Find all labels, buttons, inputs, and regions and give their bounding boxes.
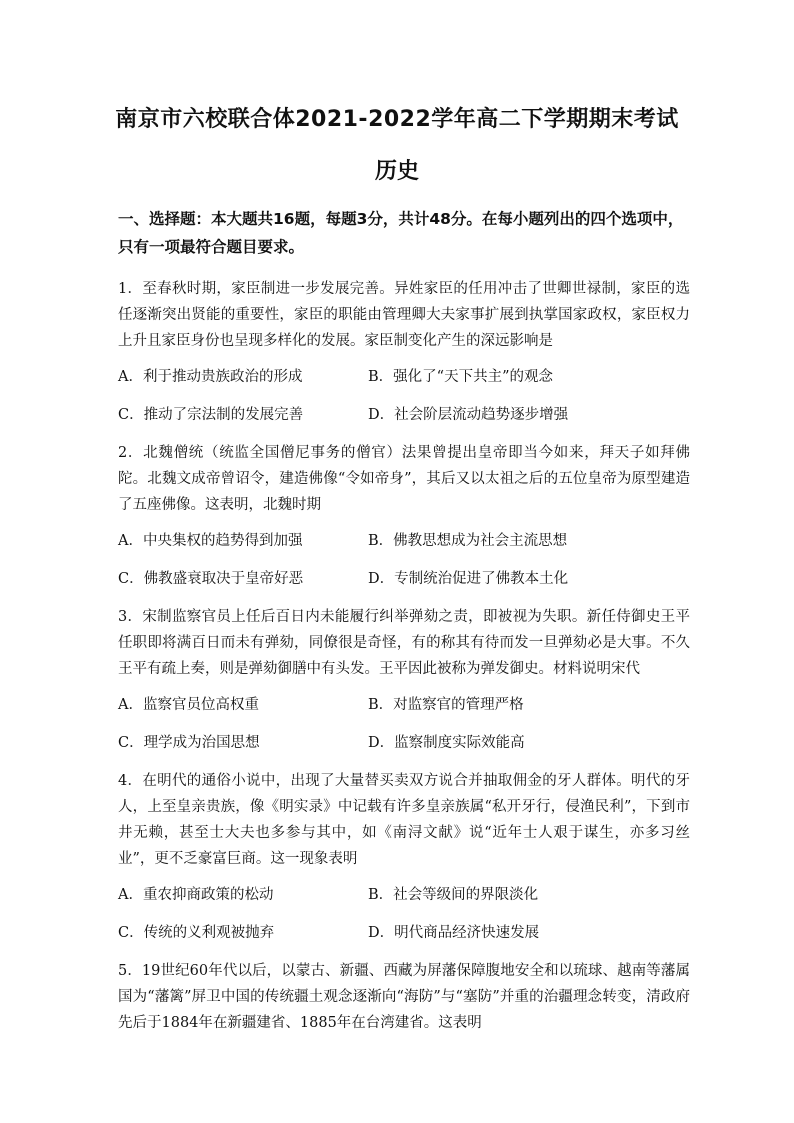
question-options (118, 528, 690, 592)
option-d: D．专制统治促进了佛教本土化 (368, 571, 569, 587)
option-a: A．中央集权的趋势得到加强 (118, 533, 303, 549)
question-stem: 3．宋制监察官员上任后百日内未能履行纠举弹劾之责，即被视为失职。新任侍御史王平任职即将满百日而未有弹劾，同僚很是奇怪，有的称其有待而发一旦弹劾必是大事。不久王平有疏上奏，则是弹劾御膳中有头发。王平因此被称为弹发御史。材料说明宋代 (118, 609, 690, 677)
option-c: C．理学成为治国思想 (118, 735, 260, 751)
option-d: D．明代商品经济快速发展 (368, 925, 540, 941)
exam-content (118, 205, 690, 1046)
option-b: B．对监察官的管理严格 (368, 697, 524, 713)
option-b: B．强化了“天下共主”的观念 (368, 369, 553, 385)
option-a: A．重农抑商政策的松动 (118, 887, 274, 903)
subject-title: 历史 (374, 159, 419, 184)
section-heading: 一、选择题：本大题共16题，每题3分，共计48分。在每小题列出的四个选项中，只有一项最符合题目要求。 (118, 210, 684, 256)
option-c: C．佛教盛衰取决于皇帝好恶 (118, 571, 304, 587)
question-4 (118, 768, 690, 958)
question-5 (118, 958, 690, 1036)
option-c: C．推动了宗法制的发展完善 (118, 407, 304, 423)
exam-title: 南京市六校联合体2021-2022学年高二下学期期末考试 (115, 107, 679, 132)
question-options (118, 882, 690, 946)
option-d: D．社会阶层流动趋势逐步增强 (368, 407, 569, 423)
option-c: C．传统的义利观被抛弃 (118, 925, 275, 941)
option-a: A．利于推动贵族政治的形成 (118, 369, 303, 385)
question-stem: 5．19世纪60年代以后，以蒙古、新疆、西藏为屏藩保障腹地安全和以琉球、越南等藩属国为“藩篱”屏卫中国的传统疆土观念逐渐向“海防”与“塞防”并重的治疆理念转变，清政府先后于1884年在新疆建省、1885年在台湾建省。这表明 (118, 963, 690, 1031)
question-2 (118, 440, 690, 604)
question-stem: 1．至春秋时期，家臣制进一步发展完善。异姓家臣的任用冲击了世卿世禄制，家臣的选任逐渐突出贤能的重要性，家臣的职能由管理卿大夫家事扩展到执掌国家政权，家臣权力上升且家臣身份也呈现多样化的发展。家臣制变化产生的深远影响是 (118, 281, 690, 349)
question-3 (118, 604, 690, 768)
option-d: D．监察制度实际效能高 (368, 735, 525, 751)
question-stem: 2．北魏僧统（统监全国僧尼事务的僧官）法果曾提出皇帝即当今如来，拜天子如拜佛陀。北魏文成帝曾诏令，建造佛像“令如帝身”，其后又以太祖之后的五位皇帝为原型建造了五座佛像。这表明，北魏时期 (118, 445, 690, 513)
question-stem: 4．在明代的通俗小说中，出现了大量替买卖双方说合并抽取佣金的牙人群体。明代的牙人，上至皇亲贵族，像《明实录》中记载有许多皇亲族属“私开牙行，侵渔民利”，下到市井无赖，甚至士大夫也多参与其中，如《南浔文献》说“近年士人艰于谋生，亦多习丝业”，更不乏豪富巨商。这一现象表明 (118, 773, 690, 867)
question-1 (118, 276, 690, 440)
question-options (118, 364, 690, 428)
option-b: B．佛教思想成为社会主流思想 (368, 533, 568, 549)
question-options (118, 692, 690, 756)
option-b: B．社会等级间的界限淡化 (368, 887, 539, 903)
option-a: A．监察官员位高权重 (118, 697, 259, 713)
